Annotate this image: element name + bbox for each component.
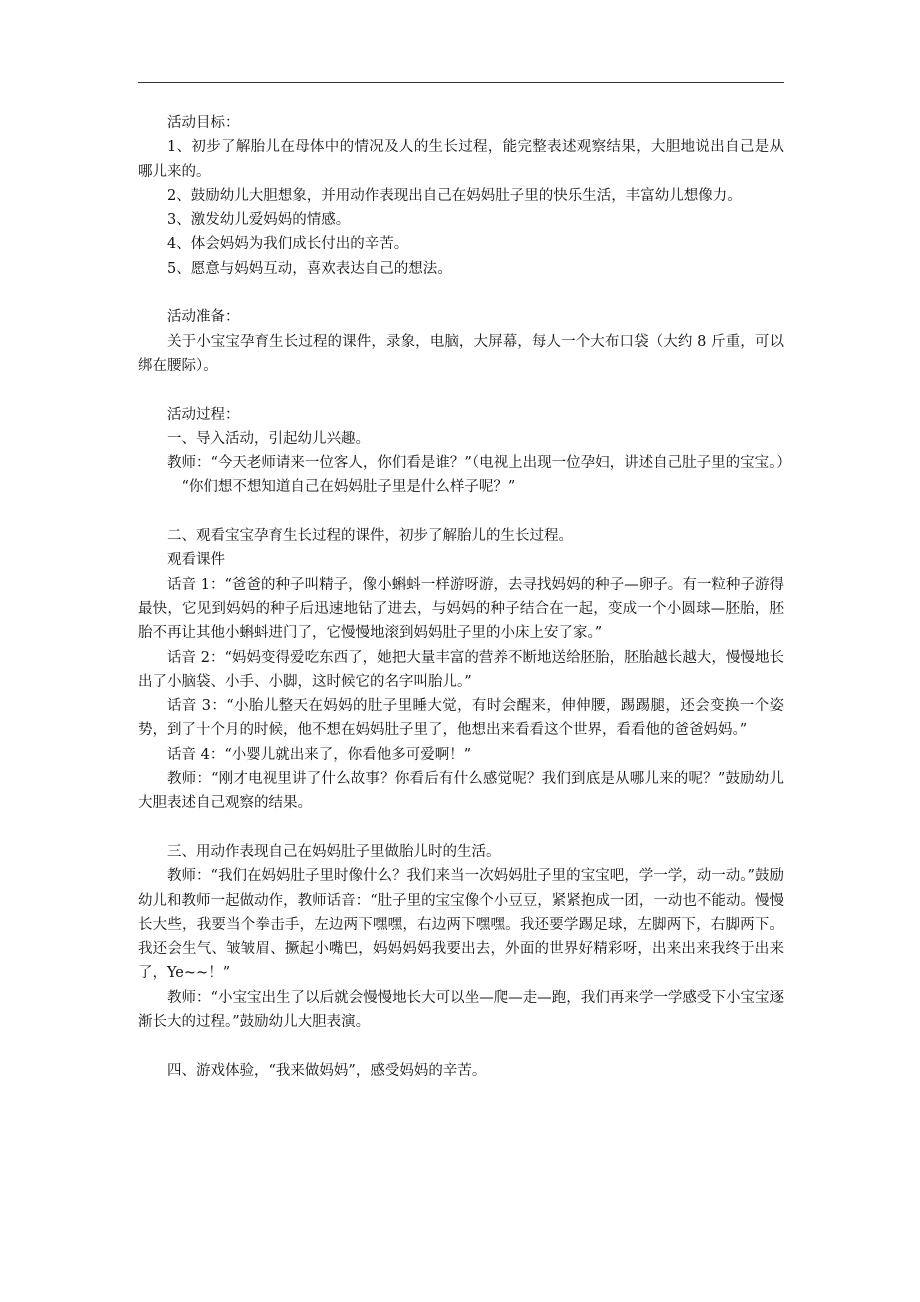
goal-item-1: 1、初步了解胎儿在母体中的情况及人的生长过程，能完整表述观察结果，大胆地说出自己是从哪儿来的。 [138, 139, 784, 180]
preparation-text: 关于小宝宝孕育生长过程的课件，录象，电脑，大屏幕，每人一个大布口袋（大约 8 斤重，可以绑在腰际）。 [138, 333, 784, 374]
section4-title: 四、游戏体验，“我来做妈妈”，感受妈妈的辛苦。 [167, 1062, 487, 1079]
spacer [138, 500, 784, 524]
section1-title: 一、导入活动，引起幼儿兴趣。 [167, 430, 370, 447]
section2-voice-4: 话音 4：“小婴儿就出来了，你看他多可爱啊！” [167, 746, 472, 763]
section3-teacher-2: 教师：“小宝宝出生了以后就会慢慢地长大可以坐—爬—走—跑，我们再来学一学感受下小宝宝逐渐长大的过程。”鼓励幼儿大胆表演。 [138, 989, 784, 1030]
section2-voice-1: 话音 1：“爸爸的种子叫精子，像小蝌蚪一样游呀游，去寻找妈妈的种子—卵子。有一粒种子游得最快，它见到妈妈的种子后迅速地钻了进去，与妈妈的种子结合在一起，变成一个小圆球—胚胎，胚胎不再让其他小蝌蚪进门了，它慢慢地滚到妈妈肚子里的小床上安了家。” [138, 576, 784, 642]
spacer [138, 378, 784, 402]
section2-watch: 观看课件 [167, 552, 225, 569]
process-heading: 活动过程： [167, 406, 240, 423]
header-rule [138, 82, 784, 83]
section2-voice-3: 话音 3：“小胎儿整天在妈妈的肚子里睡大觉，有时会醒来，伸伸腰，踢踢腿，还会变换一个姿势，到了十个月的时候，他不想在妈妈肚子里了，他想出来看看这个世界，看看他的爸爸妈妈。” [138, 698, 784, 739]
section2-teacher: 教师：“刚才电视里讲了什么故事？你看后有什么感觉呢？我们到底是从哪儿来的呢？”鼓励幼儿大胆表述自己观察的结果。 [138, 771, 784, 812]
document-body [138, 111, 791, 1083]
section2-title: 二、观看宝宝孕育生长过程的课件，初步了解胎儿的生长过程。 [167, 528, 573, 545]
goal-item-2: 2、鼓励幼儿大胆想象，并用动作表现出自己在妈妈肚子里的快乐生活，丰富幼儿想像力。 [167, 187, 742, 204]
section3-teacher-1: 教师：“我们在妈妈肚子里时像什么？我们来当一次妈妈肚子里的宝宝吧，学一学，动一动。”鼓励幼儿和教师一起做动作，教师话音：“肚子里的宝宝像个小豆豆，紧紧抱成一团，一动也不能动。慢慢长大些，我要当个拳击手，左边两下嘿嘿，右边两下嘿嘿。我还要学踢足球，左脚两下，右脚两下。我还会生气、皱皱眉、撅起小嘴巴，妈妈妈妈我要出去，外面的世界好精彩呀，出来出来我终于出来了，Ye~~！” [138, 868, 784, 982]
goals-heading: 活动目标： [167, 115, 240, 131]
spacer [138, 816, 784, 840]
spacer [138, 1034, 784, 1058]
section3-title: 三、用动作表现自己在妈妈肚子里做胎儿时的生活。 [167, 843, 501, 860]
section1-teacher: 教师：“今天老师请来一位客人，你们看是谁？”（电视上出现一位孕妇，讲述自己肚子里的宝宝。） [167, 455, 791, 472]
spacer [138, 281, 784, 305]
section1-question: “你们想不想知道自己在妈妈肚子里是什么样子呢？” [181, 479, 516, 496]
section2-voice-2: 话音 2：“妈妈变得爱吃东西了，她把大量丰富的营养不断地送给胚胎，胚胎越长越大，慢慢地长出了小脑袋、小手、小脚，这时候它的名字叫胎儿。” [138, 649, 784, 690]
goal-item-3: 3、激发幼儿爱妈妈的情感。 [167, 212, 351, 229]
goal-item-5: 5、愿意与妈妈互动，喜欢表达自己的想法。 [167, 260, 452, 277]
preparation-heading: 活动准备： [167, 309, 240, 326]
goal-item-4: 4、体会妈妈为我们成长付出的辛苦。 [167, 236, 409, 253]
